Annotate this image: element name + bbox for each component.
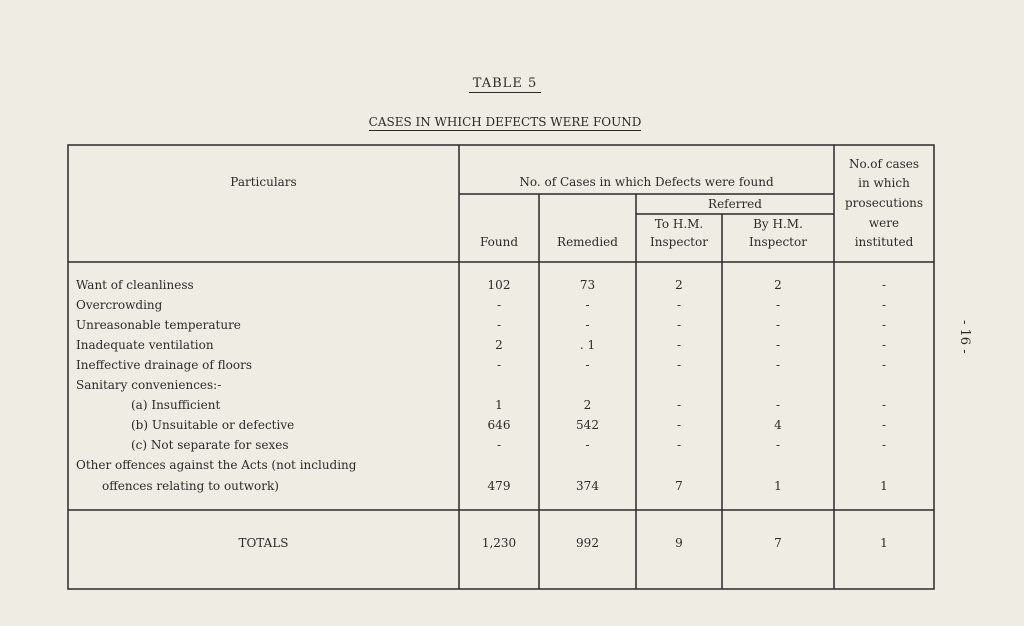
cell-found: - <box>496 358 502 372</box>
cell-remedied: 542 <box>576 418 599 432</box>
cell-remedied: - <box>585 298 590 312</box>
cell-to-hm: - <box>676 418 682 432</box>
cell-to-hm: - <box>676 338 682 352</box>
row-label: Unreasonable temperature <box>76 318 241 332</box>
cell-to-hm: - <box>676 358 682 372</box>
cell-prosecutions: - <box>881 338 887 352</box>
totals-to-hm: 9 <box>675 536 683 550</box>
cell-by-hm: - <box>775 438 781 452</box>
cell-by-hm: - <box>775 318 781 332</box>
header-referred: Referred <box>708 197 762 211</box>
cell-remedied: - <box>585 318 590 332</box>
totals-prosecutions: 1 <box>880 536 888 550</box>
cell-prosecutions: - <box>881 438 887 452</box>
cell-to-hm: 7 <box>675 479 683 493</box>
row-label: Overcrowding <box>76 298 163 312</box>
cell-found: - <box>496 298 502 312</box>
cell-found: 1 <box>495 398 503 412</box>
row-label: Ineffective drainage of floors <box>76 358 252 372</box>
header-particulars: Particulars <box>230 175 297 189</box>
cell-prosecutions: - <box>881 398 887 412</box>
cell-to-hm: - <box>676 318 682 332</box>
header-remedied: Remedied <box>557 235 618 249</box>
cell-prosecutions: - <box>881 418 887 432</box>
cell-remedied: 2 <box>583 398 592 412</box>
header-to-hm-line1: To H.M. <box>654 217 704 231</box>
cell-remedied: 73 <box>579 278 596 292</box>
header-by-hm-line2: Inspector <box>749 235 807 249</box>
row-label: (b) Unsuitable or defective <box>131 418 295 432</box>
cell-prosecutions: - <box>881 318 887 332</box>
cell-found: 2 <box>495 338 503 352</box>
totals-remedied: 992 <box>576 536 599 550</box>
cell-to-hm: 2 <box>675 278 683 292</box>
cell-by-hm: - <box>775 358 781 372</box>
table-title: TABLE 5 <box>0 76 1010 91</box>
cell-by-hm: 4 <box>774 418 782 432</box>
table-subtitle: CASES IN WHICH DEFECTS WERE FOUND <box>368 115 642 129</box>
cell-by-hm: 2 <box>774 278 782 292</box>
header-prosecutions-line2: in which <box>858 176 910 190</box>
row-label: Other offences against the Acts (not including <box>76 458 357 472</box>
header-by-hm-line1: By H.M. <box>753 217 803 231</box>
row-label: Want of cleanliness <box>76 278 194 292</box>
cell-found: - <box>496 438 502 452</box>
totals-label: TOTALS <box>238 536 289 550</box>
cell-found: - <box>496 318 502 332</box>
cell-by-hm: - <box>775 298 781 312</box>
cell-to-hm: - <box>676 438 682 452</box>
page-number: - 16 - <box>957 320 972 354</box>
header-group: No. of Cases in which Defects were found <box>519 175 774 189</box>
cell-prosecutions: - <box>881 358 887 372</box>
header-found: Found <box>479 235 519 249</box>
cell-remedied: - <box>585 438 590 452</box>
cell-by-hm: - <box>775 338 781 352</box>
cell-remedied: 374 <box>576 479 599 493</box>
cell-to-hm: - <box>676 298 682 312</box>
cell-remedied: . 1 <box>579 338 596 352</box>
row-label: (a) Insufficient <box>131 398 221 412</box>
cell-remedied: - <box>585 358 590 372</box>
cell-prosecutions: 1 <box>880 479 888 493</box>
cell-prosecutions: - <box>881 298 887 312</box>
row-label: Sanitary conveniences:- <box>76 378 222 392</box>
header-prosecutions-line4: were <box>868 216 900 230</box>
header-to-hm-line2: Inspector <box>650 235 708 249</box>
cell-found: 646 <box>487 418 511 432</box>
totals-by-hm: 7 <box>774 536 782 550</box>
cell-prosecutions: - <box>881 278 887 292</box>
cell-found: 102 <box>487 278 511 292</box>
cell-found: 479 <box>487 479 511 493</box>
header-prosecutions-line3: prosecutions <box>844 196 924 210</box>
row-label: Inadequate ventilation <box>76 338 214 352</box>
cell-to-hm: - <box>676 398 682 412</box>
row-label: (c) Not separate for sexes <box>131 438 289 452</box>
row-label: offences relating to outwork) <box>102 479 279 493</box>
totals-found: 1,230 <box>481 536 517 550</box>
cell-by-hm: 1 <box>774 479 782 493</box>
cell-by-hm: - <box>775 398 781 412</box>
header-prosecutions-line5: instituted <box>854 235 914 249</box>
header-prosecutions-line1: No.of cases <box>848 157 920 171</box>
